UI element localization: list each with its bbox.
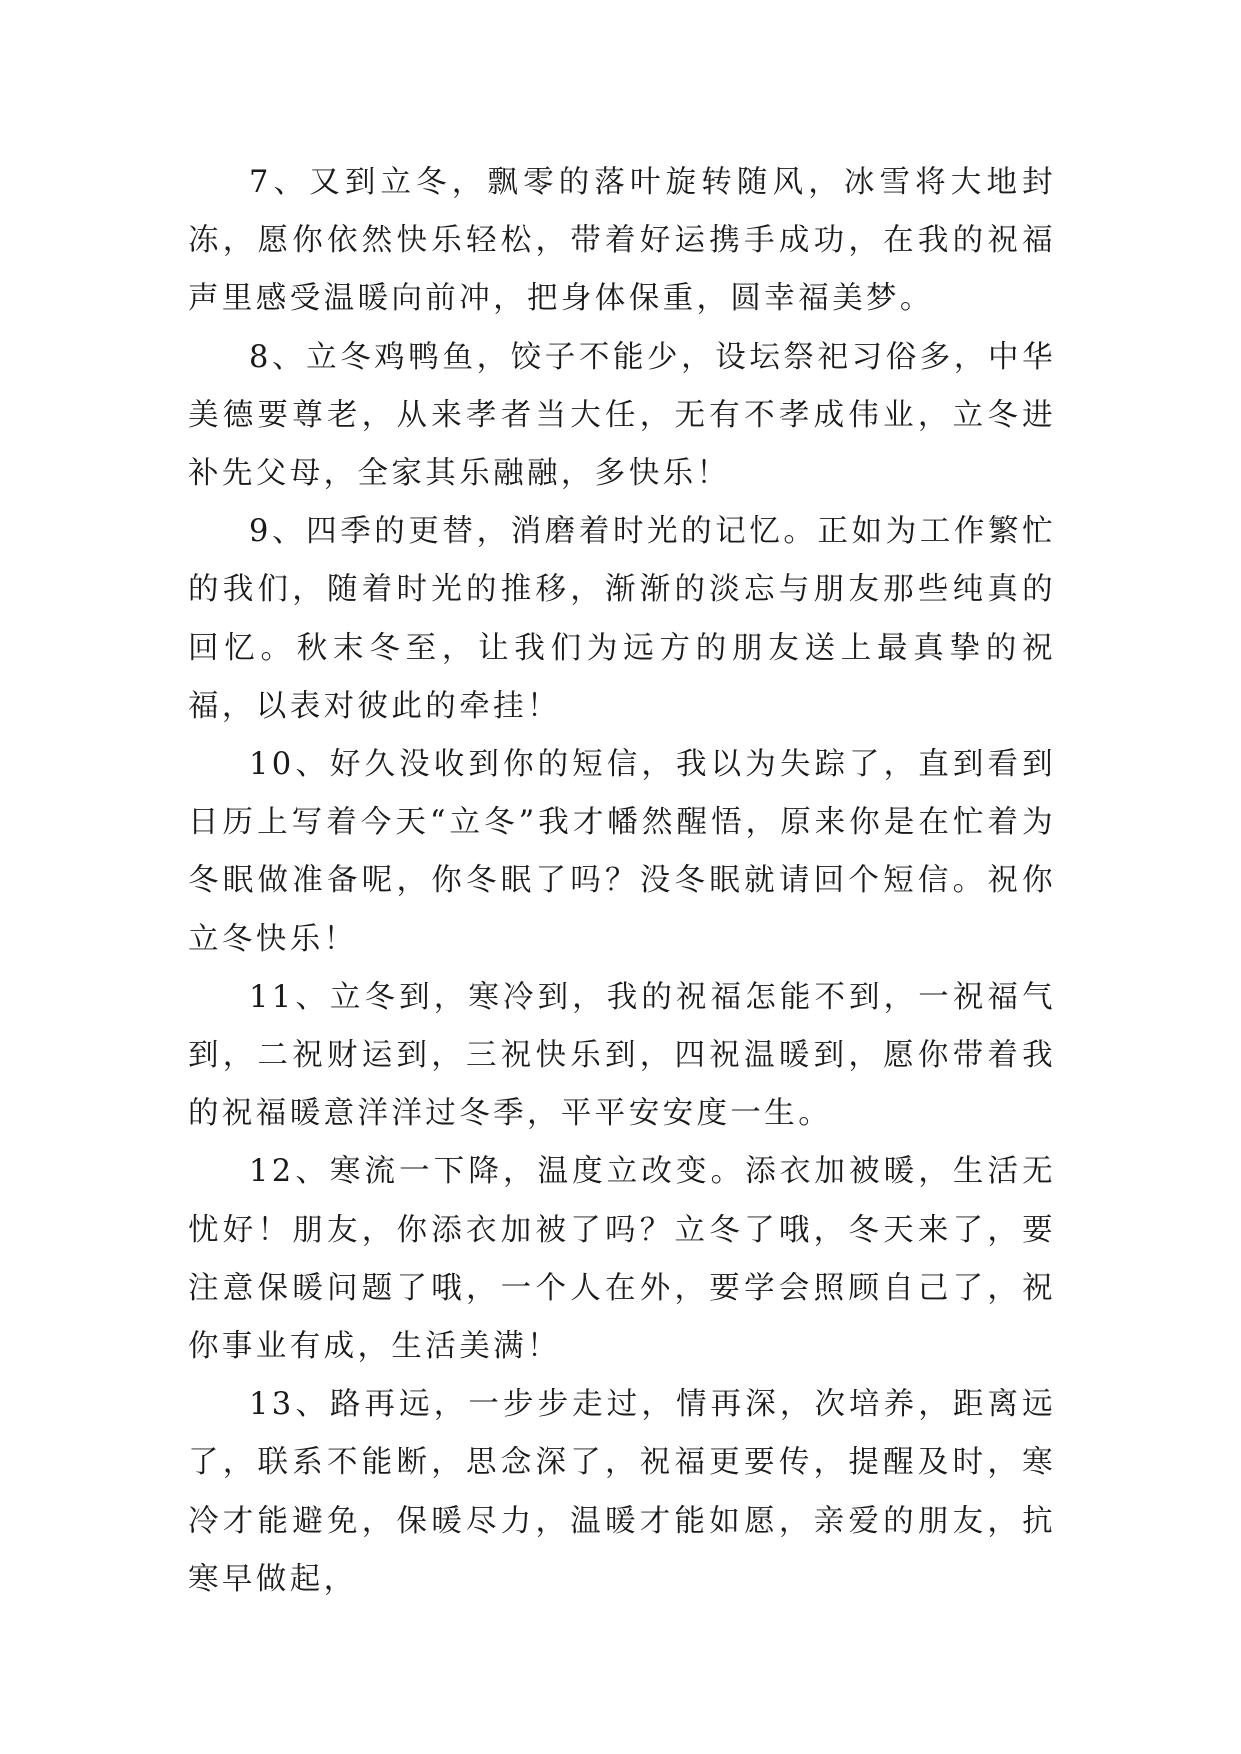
paragraph-9: 9、四季的更替，消磨着时光的记忆。正如为工作繁忙的我们，随着时光的推移，渐渐的淡忘与朋友那些纯真的回忆。秋末冬至，让我们为远方的朋友送上最真挚的祝福，以表对彼此的牵挂！ (188, 514, 1056, 724)
paragraph-11: 11、立冬到，寒冷到，我的祝福怎能不到，一祝福气到，二祝财运到，三祝快乐到，四祝温暖到，愿你带着我的祝福暖意洋洋过冬季，平平安安度一生。 (188, 979, 1056, 1132)
paragraph-8: 8、立冬鸡鸭鱼，饺子不能少，设坛祭祀习俗多，中华美德要尊老，从来孝者当大任，无有不孝成伟业，立冬进补先父母，全家其乐融融，多快乐！ (188, 339, 1056, 492)
paragraph-13: 13、路再远，一步步走过，情再深，次培养，距离远了，联系不能断，思念深了，祝福更要传，提醒及时，寒冷才能避免，保暖尽力，温暖才能如愿，亲爱的朋友，抗寒早做起， (188, 1387, 1056, 1597)
paragraph-7: 7、又到立冬，飘零的落叶旋转随风，冰雪将大地封冻，愿你依然快乐轻松，带着好运携手成功，在我的祝福声里感受温暖向前冲，把身体保重，圆幸福美梦。 (188, 165, 1056, 317)
paragraph-10: 10、好久没收到你的短信，我以为失踪了，直到看到日历上写着今天“立冬”我才幡然醒悟，原来你是在忙着为冬眠做准备呢，你冬眠了吗？没冬眠就请回个短信。祝你立冬快乐！ (188, 747, 1056, 957)
paragraph-12: 12、寒流一下降，温度立改变。添衣加被暖，生活无忧好！朋友，你添衣加被了吗？立冬了哦，冬天来了，要注意保暖问题了哦，一个人在外，要学会照顾自己了，祝你事业有成，生活美满！ (188, 1154, 1056, 1365)
document-body (188, 154, 1056, 1609)
